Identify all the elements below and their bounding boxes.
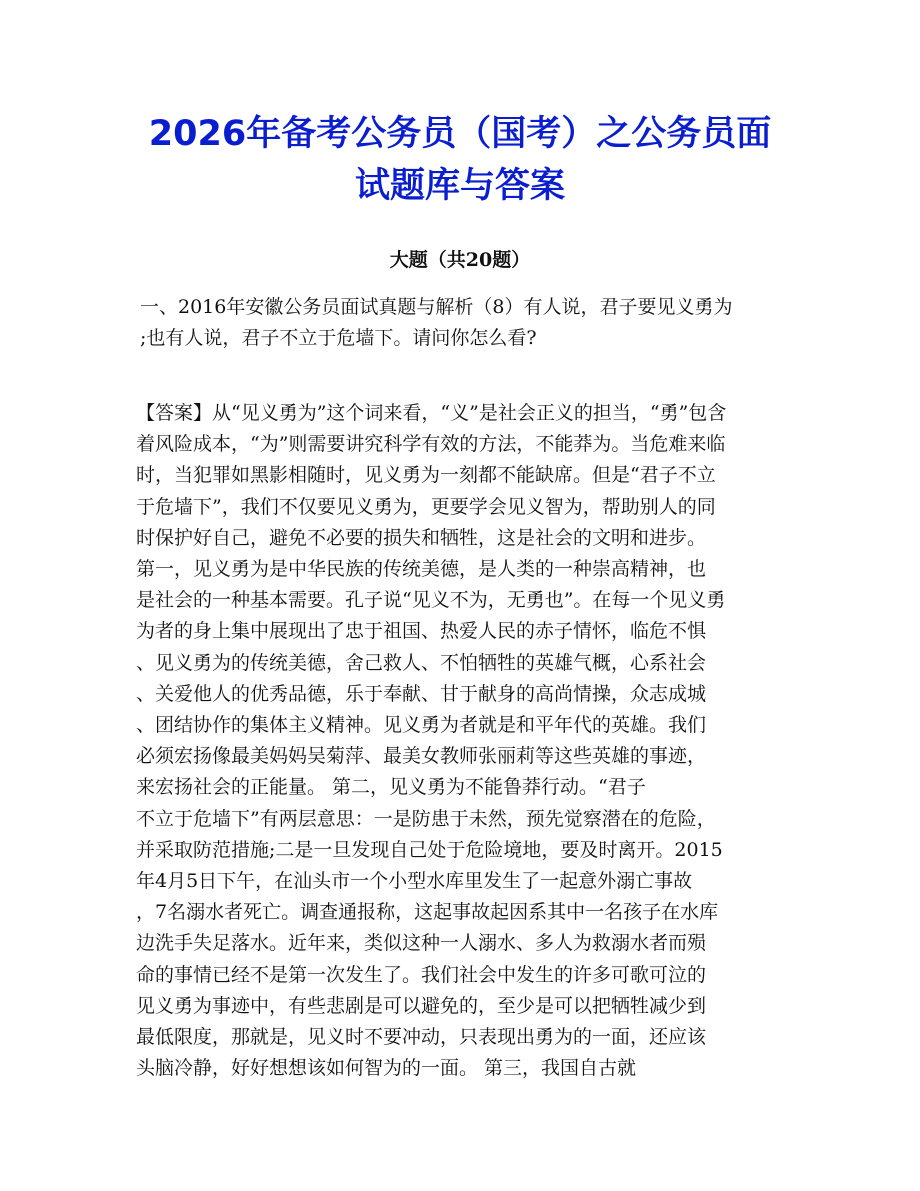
question-line-2: ;也有人说，君子不立于危墙下。请问你怎么看?: [140, 327, 537, 349]
answer-line: 、团结协作的集体主义精神。见义勇为者就是和平年代的英雄。我们: [136, 714, 707, 737]
answer-line: 为者的身上集中展现出了忠于祖国、热爱人民的赤子情怀，临危不惧: [136, 620, 707, 643]
answer-line: 着风险成本，“为”则需要讲究科学有效的方法，不能莽为。当危难来临: [136, 433, 726, 456]
answer-text: [136, 398, 782, 1084]
title-line-1: 2026年备考公务员（国考）之公务员面: [148, 114, 772, 154]
answer-line: 边洗手失足落水。近年来，类似这种一人溺水、多人为救溺水者而殒: [136, 932, 707, 955]
answer-line: 【答案】从“见义勇为”这个词来看，“义”是社会正义的担当，“勇”包含: [136, 402, 727, 424]
answer-line: 最低限度，那就是，见义时不要冲动，只表现出勇为的一面，还应该: [136, 1026, 707, 1049]
answer-line: 不立于危墙下”有两层意思：一是防患于未然，预先觉察潜在的危险，: [136, 807, 716, 830]
answer-line: 时保护好自己，避免不必要的损失和牺牲，这是社会的文明和进步。: [136, 526, 707, 549]
answer-line: 必须宏扬像最美妈妈吴菊萍、最美女教师张丽莉等这些英雄的事迹，: [136, 745, 707, 768]
answer-line: 头脑冷静，好好想想该如何智为的一面。 第三，我国自古就: [136, 1057, 637, 1080]
title-line-2: 试题库与答案: [354, 166, 565, 206]
answer-line: 年4月5日下午，在汕头市一个小型水库里发生了一起意外溺亡事故: [136, 870, 693, 893]
answer-line: ，7名溺水者死亡。调查通报称，这起事故起因系其中一名孩子在水库: [136, 901, 719, 924]
section-heading: 大题（共20题）: [389, 249, 531, 271]
document-title: [100, 108, 820, 212]
answer-line: 命的事情已经不是第一次发生了。我们社会中发生的许多可歌可泣的: [136, 963, 707, 986]
answer-line: 、见义勇为的传统美德，舍己救人、不怕牺牲的英雄气概，心系社会: [136, 651, 707, 674]
answer-line: 时，当犯罪如黑影相随时，见义勇为一刻都不能缺席。但是“君子不立: [136, 464, 716, 487]
answer-line: 见义勇为事迹中，有些悲剧是可以避免的，至少是可以把牺牲减少到: [136, 994, 707, 1017]
question-line-1: 一、2016年安徽公务员面试真题与解析（8）有人说，君子要见义勇为: [140, 296, 733, 318]
answer-line: 、关爱他人的优秀品德，乐于奉献、甘于献身的高尚情操，众志成城: [136, 682, 707, 705]
answer-line: 来宏扬社会的正能量。 第二，见义勇为不能鲁莽行动。“君子: [136, 776, 646, 799]
answer-line: 第一，见义勇为是中华民族的传统美德，是人类的一种崇高精神，也: [136, 558, 707, 581]
answer-line: 是社会的一种基本需要。孔子说“见义不为，无勇也”。在每一个见义勇: [136, 589, 726, 612]
question-text: [140, 292, 782, 354]
answer-line: 于危墙下”，我们不仅要见义勇为，更要学会见义智为，帮助别人的同: [136, 495, 716, 518]
answer-line: 并采取防范措施;二是一旦发现自己处于危险境地，要及时离开。2015: [136, 838, 723, 861]
